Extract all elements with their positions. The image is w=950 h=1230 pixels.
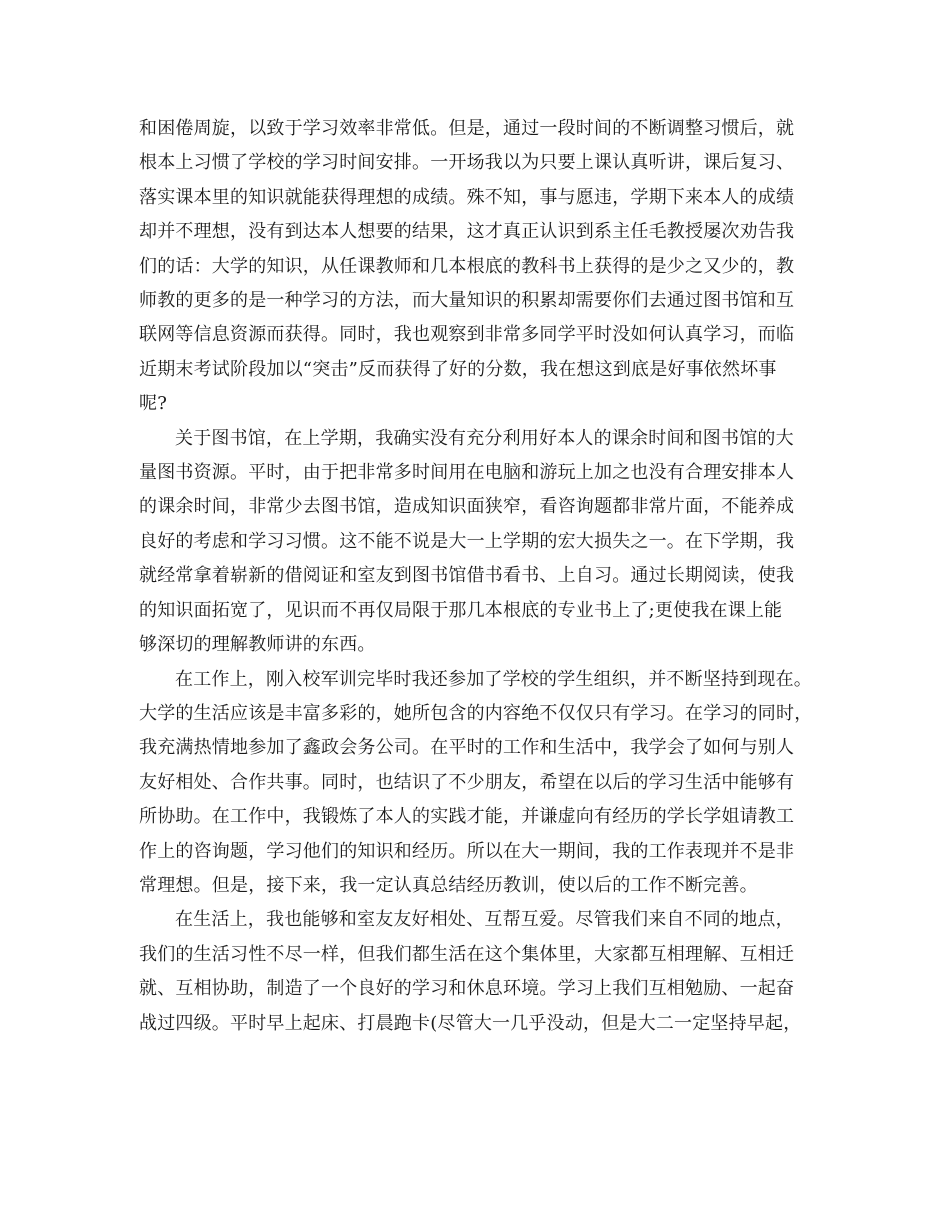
paragraph-3: 在工作上，刚入校军训完毕时我还参加了学校的学生组织，并不断坚持到现在。 大学的生活应该是丰富多彩的，她所包含的内容绝不仅仅只有学习。在学习的同时， 我充满热情地参加了鑫政会务公司。在平时的工作和生活中，我学会了如何与别人 友好相处、合作共事。同时，也结识了不少朋友，希望在以后的学习生活中能够有 所协助。在工作中，我锻炼了本人的实践才能，并谦虚向有经历的学长学姐请教工 作上的咨询题，学习他们的知识和经历。所以在大一期间，我的工作表现并不是非 常理想。但是，接下来，我一定认真总结经历教训，使以后的工作不断完善。 [139, 668, 813, 896]
document-body [139, 112, 819, 1041]
paragraph-4: 在生活上，我也能够和室友友好相处、互帮互爱。尽管我们来自不同的地点， 我们的生活习性不尽一样，但我们都生活在这个集体里，大家都互相理解、互相迁 就、互相协助，制造了一个良好的学习和休息环境。学习上我们互相勉励、一起奋 战过四级。平时早上起床、打晨跑卡(尽管大一几乎没动，但是大二一定坚持早起， [139, 909, 802, 1034]
paragraph-1: 和困倦周旋，以致于学习效率非常低。但是，通过一段时间的不断调整习惯后，就 根本上习惯了学校的学习时间安排。一开场我以为只要上课认真听讲，课后复习、 落实课本里的知识就能获得理想的成绩。殊不知，事与愿违，学期下来本人的成绩 却并不理想，没有到达本人想要的结果，这才真正认识到系主任毛教授屡次劝告我 们的话：大学的知识，从任课教师和几本根底的教科书上获得的是少之又少的，教 师教的更多的是一种学习的方法，而大量知识的积累却需要你们去通过图书馆和互 联网等信息资源而获得。同时，我也观察到非常多同学平时没如何认真学习，而临 近期末考试阶段加以“突击”反而获得了好的分数，我在想这到底是好事依然坏事 呢? [139, 118, 795, 415]
paragraph-2: 关于图书馆，在上学期，我确实没有充分利用好本人的课余时间和图书馆的大 量图书资源。平时，由于把非常多时间用在电脑和游玩上加之也没有合理安排本人 的课余时间，非常少去图书馆，造成知识面狭窄，看咨询题都非常片面，不能养成 良好的考虑和学习习惯。这不能不说是大一上学期的宏大损失之一。在下学期，我 就经常拿着崭新的借阅证和室友到图书馆借书看书、上自习。通过长期阅读，使我 的知识面拓宽了，见识而不再仅局限于那几本根底的专业书上了;更使我在课上能 够深切的理解教师讲的东西。 [139, 427, 795, 656]
